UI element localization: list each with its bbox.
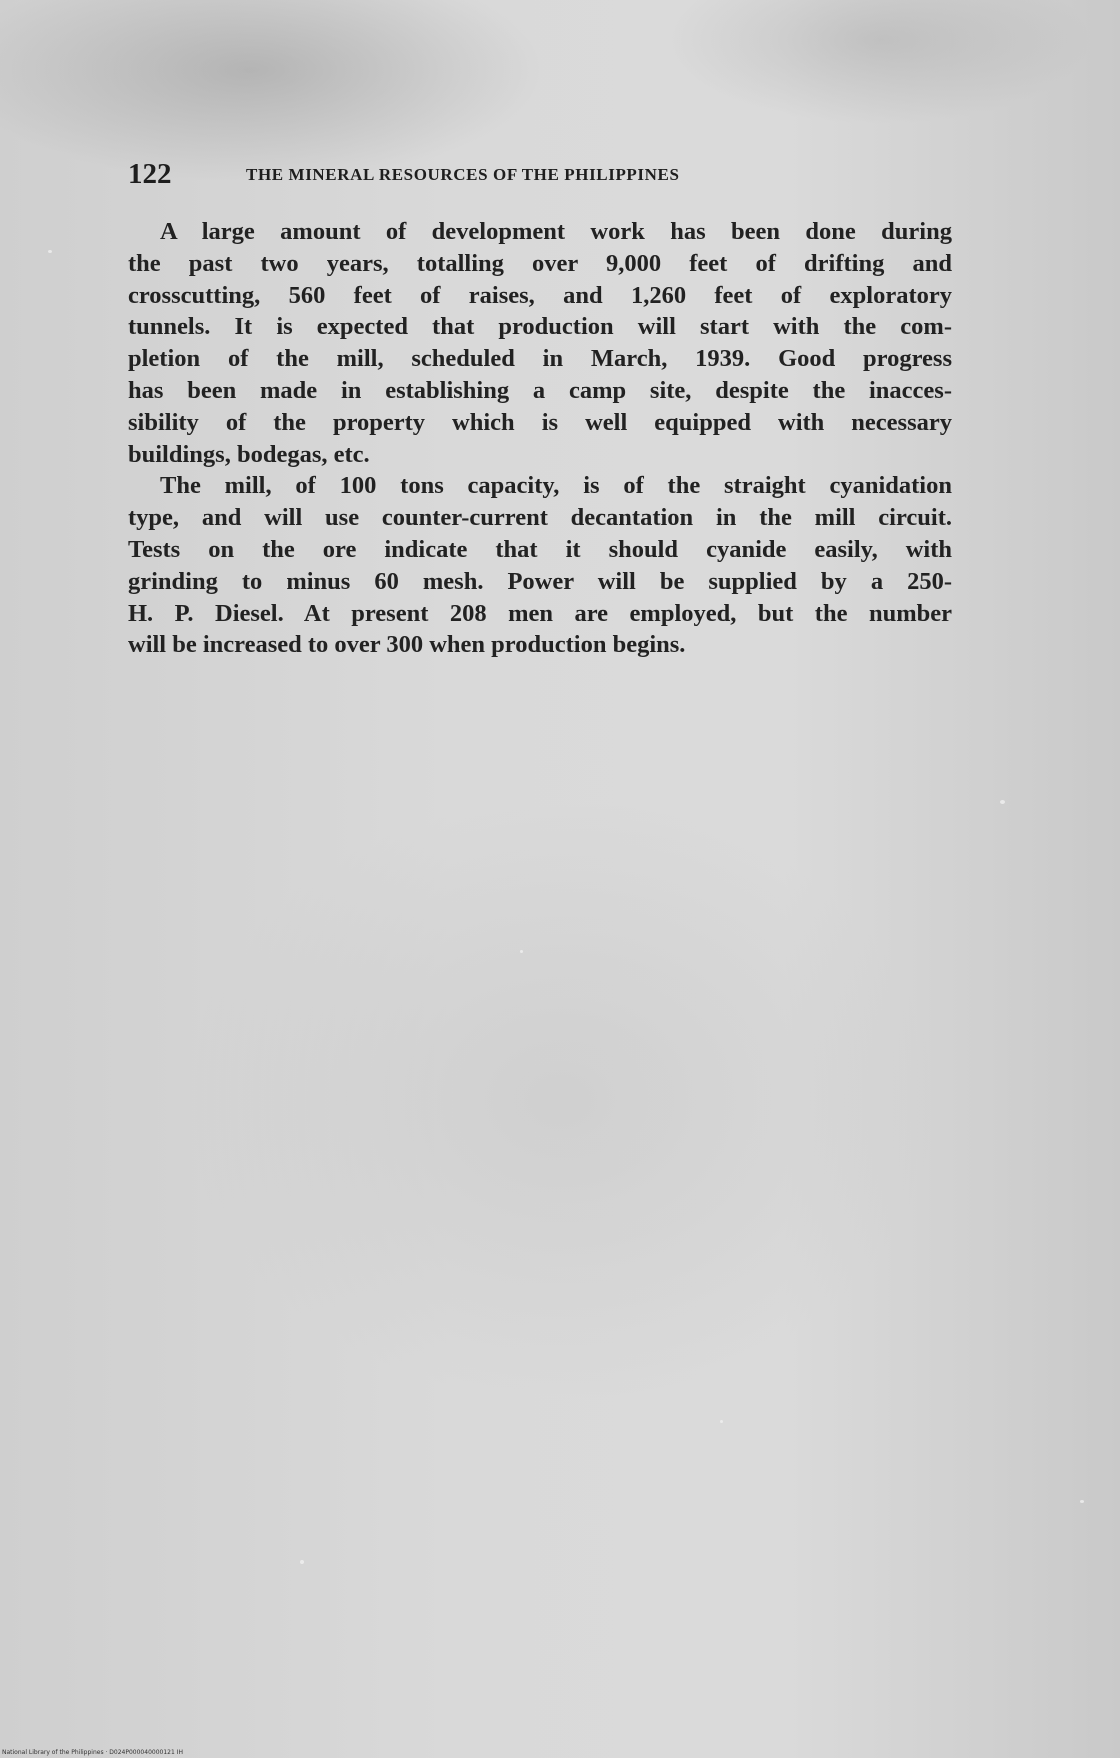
- text-line: will be increased to over 300 when production begins.: [128, 631, 686, 659]
- scan-speck: [520, 950, 523, 953]
- scan-speck: [48, 250, 52, 253]
- text-line: grinding to minus 60 mesh. Power will be supplied by a 250-: [128, 567, 952, 595]
- text-line: Tests on the ore indicate that it should cyanide easily, with: [128, 535, 952, 563]
- body-text: [128, 216, 952, 661]
- text-line: sibility of the property which is well equipped with necessary: [128, 408, 952, 436]
- paragraph: [128, 470, 952, 661]
- text-line: The mill, of 100 tons capacity, is of the straight cyanidation: [160, 472, 952, 500]
- scan-footer-note: National Library of the Philippines · D024P000040000121 IH: [2, 1749, 183, 1756]
- text-line: A large amount of development work has been done during: [160, 218, 952, 245]
- page-header: [128, 158, 848, 192]
- scan-speck: [1080, 1500, 1084, 1503]
- scan-speck: [300, 1560, 304, 1564]
- page-number: 122: [128, 158, 172, 190]
- text-line: tunnels. It is expected that production will start with the com-: [128, 313, 952, 341]
- text-line: type, and will use counter-current decantation in the mill circuit.: [128, 504, 952, 532]
- text-line: pletion of the mill, scheduled in March, 1939. Good progress: [128, 345, 952, 373]
- text-line: H. P. Diesel. At present 208 men are employed, but the number: [128, 599, 952, 627]
- scan-speck: [720, 1420, 723, 1423]
- paragraph: [128, 216, 952, 470]
- text-line: has been made in establishing a camp site, despite the inacces-: [128, 376, 952, 404]
- scan-speck: [1000, 800, 1005, 804]
- text-line: buildings, bodegas, etc.: [128, 440, 370, 468]
- text-line: the past two years, totalling over 9,000 feet of drifting and: [128, 249, 952, 277]
- text-line: crosscutting, 560 feet of raises, and 1,260 feet of exploratory: [128, 281, 952, 309]
- running-title: THE MINERAL RESOURCES OF THE PHILIPPINES: [246, 165, 680, 184]
